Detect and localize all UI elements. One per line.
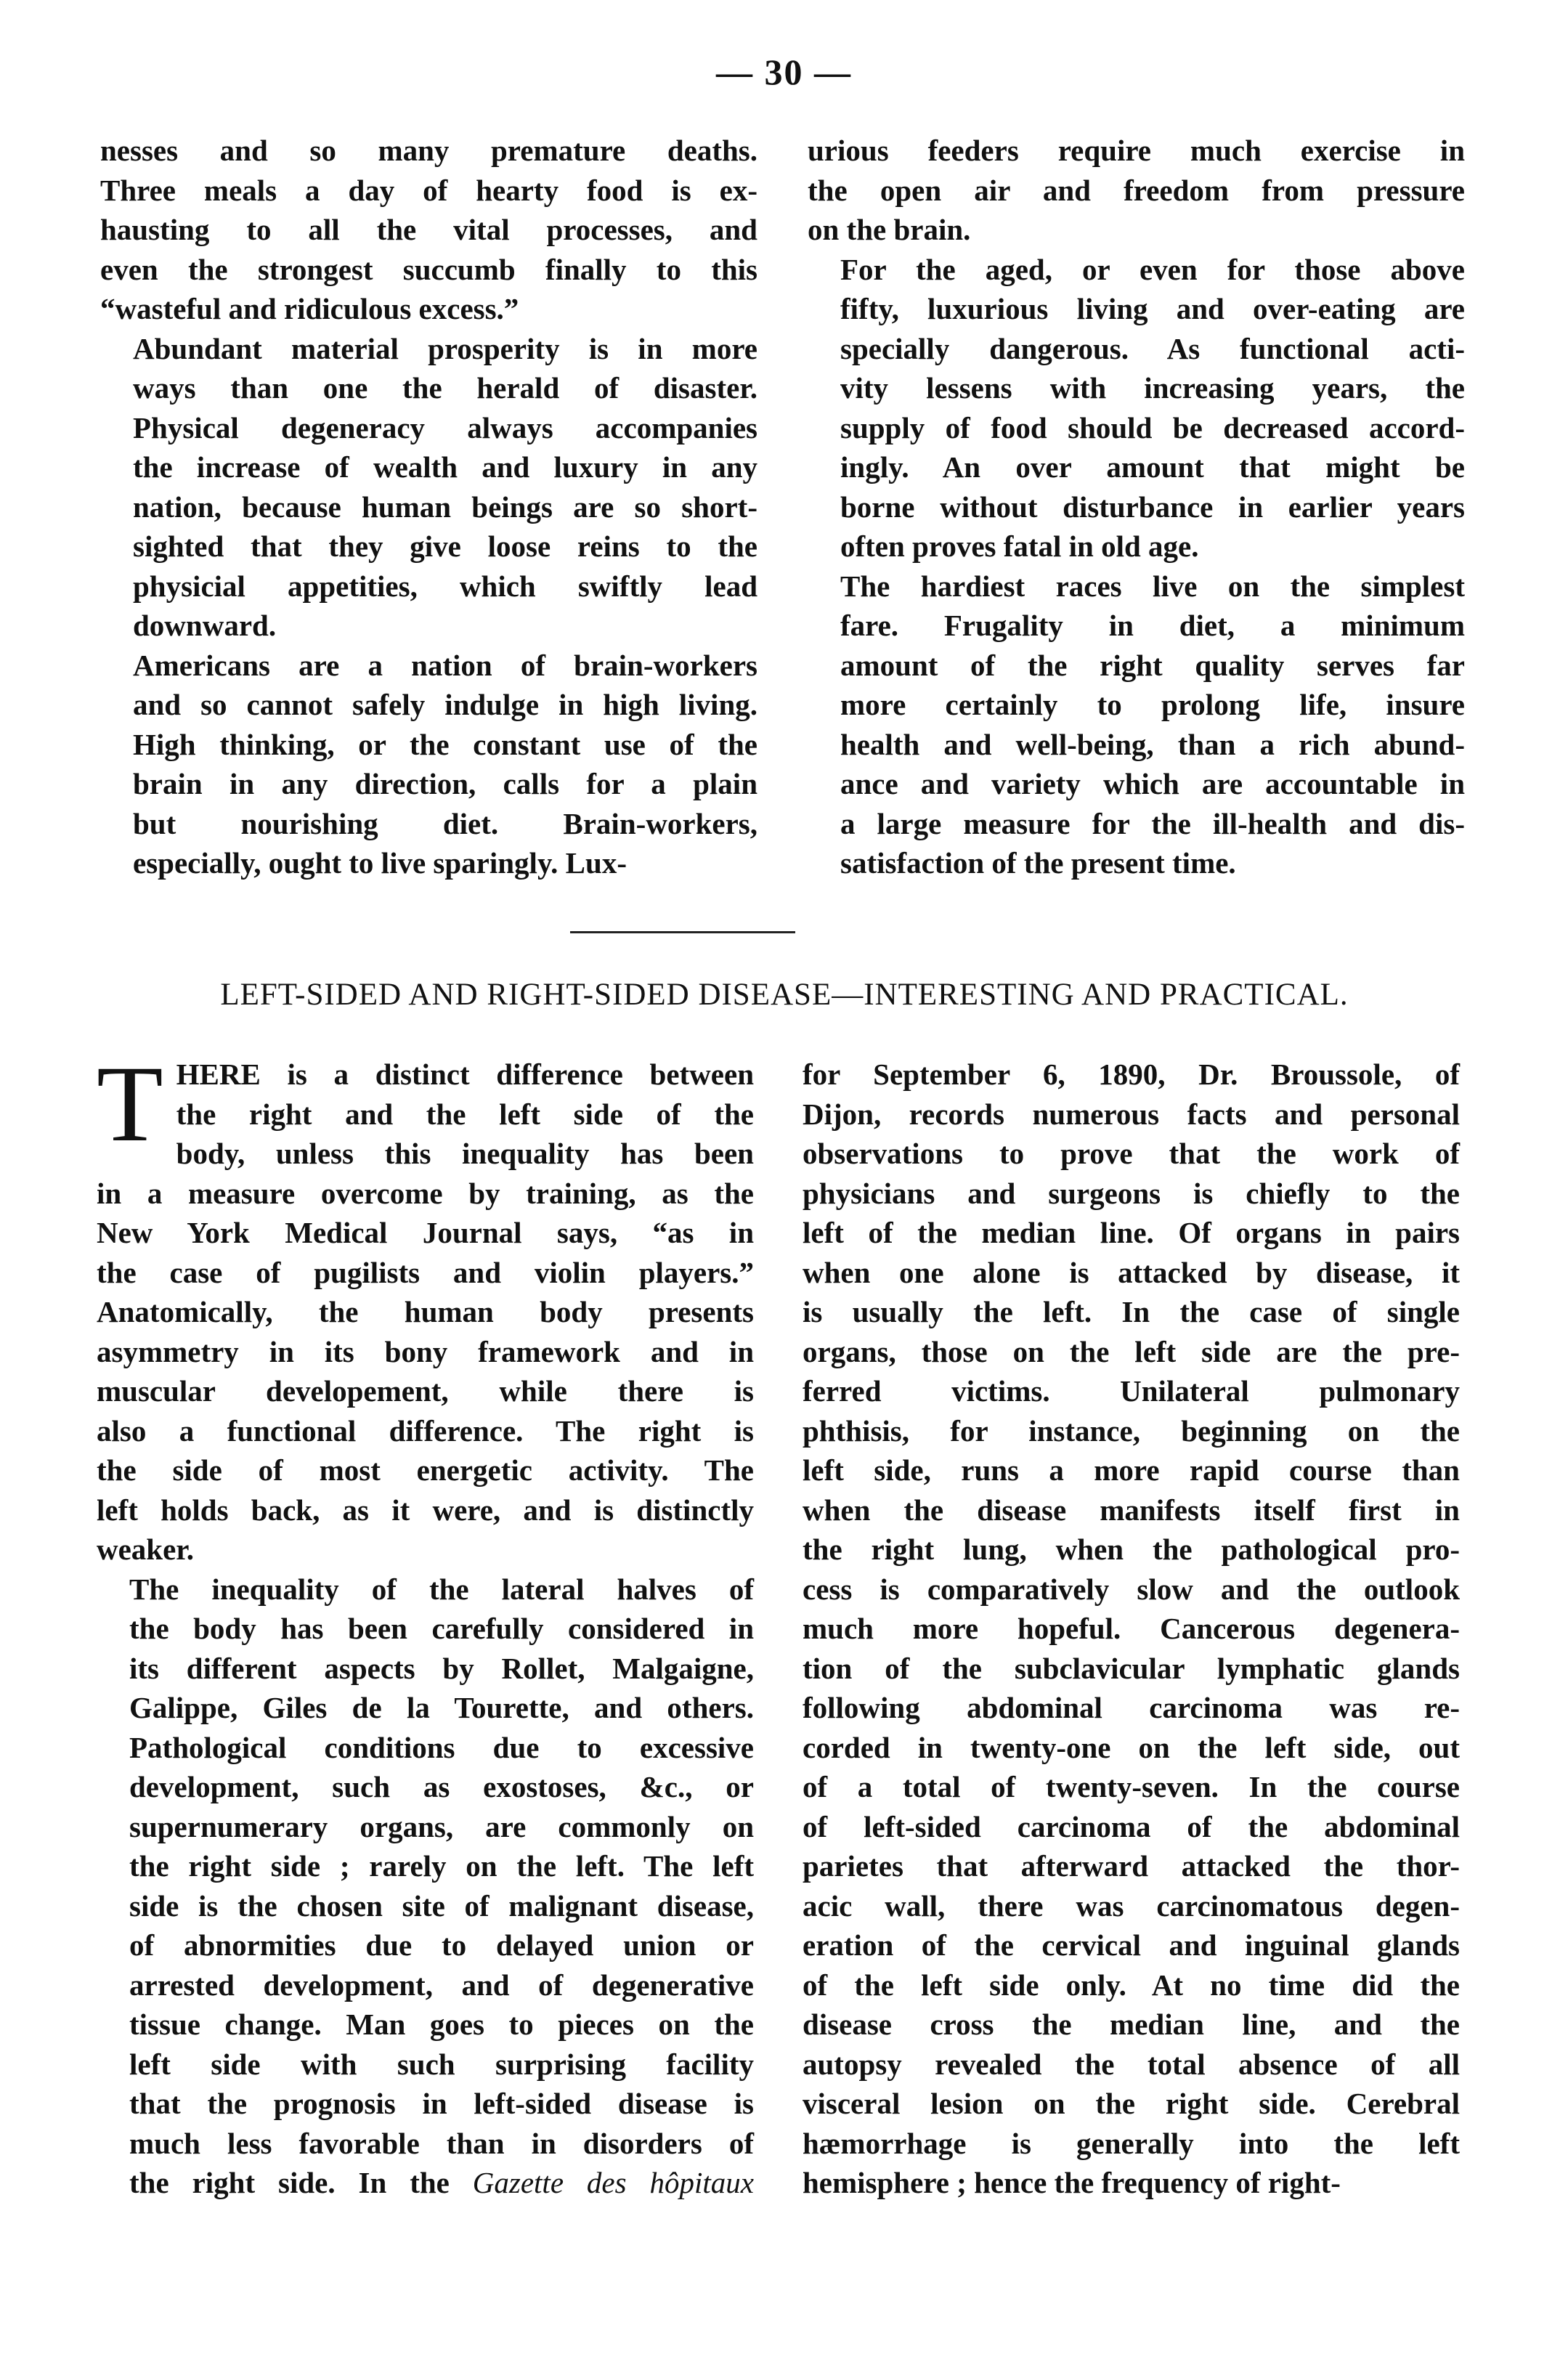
text-line: of abnormities due to delayed union or <box>129 1928 754 1962</box>
text-line: even the strongest succumb finally to this <box>100 252 757 286</box>
text-line: Galippe, Giles de la Tourette, and others. <box>129 1691 754 1724</box>
text-line: the right side ; rarely on the left. The left <box>129 1849 754 1883</box>
text-line: Three meals a day of hearty food is ex- <box>100 173 757 207</box>
text-line: amount of the right quality serves far <box>840 648 1465 682</box>
article-left-column <box>97 1044 754 2203</box>
text-line: the right and the left side of the <box>176 1097 754 1131</box>
text-line: cess is comparatively slow and the outlook <box>803 1572 1460 1606</box>
text-line: weaker. <box>97 1533 194 1566</box>
text-line: its different aspects by Rollet, Malgaigne, <box>129 1651 754 1685</box>
text-line: corded in twenty-one on the left side, out <box>803 1730 1460 1764</box>
paragraph <box>808 131 1465 250</box>
text-line: is usually the left. In the case of single <box>803 1295 1460 1328</box>
section-divider <box>570 931 795 933</box>
text-line: and so cannot safely indulge in high living. <box>133 688 757 721</box>
text-line: ferred victims. Unilateral pulmonary <box>803 1374 1460 1408</box>
text-line: autopsy revealed the total absence of all <box>803 2047 1460 2081</box>
text-line: Physical degeneracy always accompanies <box>133 410 757 445</box>
text-line: “wasteful and ridiculous excess.” <box>100 292 519 325</box>
paragraph <box>808 567 1465 883</box>
text-line: the right lung, when the pathological pro- <box>803 1533 1460 1566</box>
text-line: ingly. An over amount that might be <box>840 450 1465 484</box>
text-line: hæmorrhage is generally into the left <box>803 2126 1460 2160</box>
text-line: but nourishing diet. Brain-workers, <box>133 806 757 840</box>
text-line: left side with such surprising facility <box>129 2047 754 2081</box>
page-number: — 30 — <box>716 52 852 92</box>
text-line: parietes that afterward attacked the thor- <box>803 1849 1460 1883</box>
text-line: left holds back, as it were, and is distinctly <box>97 1493 754 1527</box>
paragraph <box>100 329 757 646</box>
text-line: also a functional difference. The right is <box>97 1413 754 1448</box>
italic-citation: Gazette des hôpitaux <box>472 2166 754 2199</box>
text-line: observations to prove that the work of <box>803 1137 1460 1170</box>
text-line: sighted that they give loose reins to the <box>133 529 757 563</box>
text-line: that the prognosis in left-sided disease is <box>129 2087 754 2120</box>
text-line: in a measure overcome by training, as the <box>97 1176 754 1210</box>
text-line: specially dangerous. As functional acti- <box>840 331 1465 365</box>
text-line: fifty, luxurious living and over-eating are <box>840 292 1465 325</box>
text-line: side is the chosen site of malignant disease, <box>129 1888 754 1923</box>
text-line: phthisis, for instance, beginning on the <box>803 1413 1460 1448</box>
text-line: following abdominal carcinoma was re- <box>803 1691 1460 1724</box>
text-line: supernumerary organs, are commonly on <box>129 1809 754 1843</box>
text-line: organs, those on the left side are the pre- <box>803 1334 1460 1368</box>
text-line: of left-sided carcinoma of the abdominal <box>803 1809 1460 1843</box>
text-line: the increase of wealth and luxury in any <box>133 450 757 484</box>
text-line: The hardiest races live on the simplest <box>840 569 1465 603</box>
text-line: nesses and so many premature deaths. <box>100 134 757 167</box>
text-line: Dijon, records numerous facts and personal <box>803 1097 1460 1131</box>
text-line: eration of the cervical and inguinal glands <box>803 1928 1460 1962</box>
paragraph <box>100 646 757 883</box>
text-line: of a total of twenty-seven. In the course <box>803 1770 1460 1803</box>
prev-article-right-column <box>808 131 1465 883</box>
text-line: when one alone is attacked by disease, it <box>803 1255 1460 1289</box>
text-line: downward. <box>133 609 277 642</box>
text-line: body, unless this inequality has been <box>176 1137 754 1170</box>
text-line: more certainly to prolong life, insure <box>840 688 1465 721</box>
text-line: the body has been carefully considered in <box>129 1612 754 1645</box>
article-headline: LEFT-SIDED AND RIGHT-SIDED DISEASE—INTERESTING AND PRACTICAL. <box>220 978 1349 1012</box>
text-line: development, such as exostoses, &c., or <box>129 1770 754 1803</box>
text-line: fare. Frugality in diet, a minimum <box>840 609 1465 642</box>
text-line: hausting to all the vital processes, and <box>100 213 757 246</box>
text-line: vity lessens with increasing years, the <box>840 371 1465 405</box>
text-line: nation, because human beings are so short- <box>133 490 757 524</box>
paragraph <box>97 1044 754 1570</box>
text-line: arrested development, and of degenerative <box>129 1968 754 2002</box>
prev-article-left-column <box>100 131 757 883</box>
text-line: urious feeders require much exercise in <box>808 134 1465 167</box>
text-line: disease cross the median line, and the <box>803 2008 1460 2041</box>
text-line: physicial appetities, which swiftly lead <box>133 569 757 603</box>
text-line: the side of most energetic activity. The <box>97 1453 754 1487</box>
text-line: left side, runs a more rapid course than <box>803 1453 1460 1487</box>
text-line: on the brain. <box>808 213 971 246</box>
text-line: High thinking, or the constant use of the <box>133 727 757 761</box>
text-line: of the left side only. At no time did the <box>803 1968 1460 2002</box>
text-line: supply of food should be decreased accord- <box>840 410 1465 445</box>
drop-cap: T <box>97 1044 163 1164</box>
text-line: left of the median line. Of organs in pairs <box>803 1216 1460 1249</box>
text-line: a large measure for the ill-health and dis- <box>840 806 1465 840</box>
text-line: Anatomically, the human body presents <box>97 1295 754 1328</box>
text-line: the right side. In the Gazette des hôpitaux <box>129 2166 754 2199</box>
text-line: hemisphere ; hence the frequency of right- <box>803 2166 1341 2199</box>
text-line: ance and variety which are accountable in <box>840 767 1465 800</box>
text-line: Americans are a nation of brain-workers <box>133 648 757 682</box>
paragraph <box>803 1055 1460 2203</box>
text-line: muscular developement, while there is <box>97 1374 754 1408</box>
text-line: especially, ought to live sparingly. Lux- <box>133 846 627 880</box>
text-line: for September 6, 1890, Dr. Broussole, of <box>803 1058 1460 1091</box>
text-line: visceral lesion on the right side. Cerebral <box>803 2087 1460 2120</box>
text-line: The inequality of the lateral halves of <box>129 1572 754 1606</box>
text-line: Abundant material prosperity is in more <box>133 331 757 365</box>
text-line: the case of pugilists and violin players.” <box>97 1255 754 1289</box>
text-line: HERE is a distinct difference between <box>176 1058 754 1091</box>
text-line: borne without disturbance in earlier years <box>840 490 1465 524</box>
text-line: physicians and surgeons is chiefly to the <box>803 1176 1460 1210</box>
text-line: tissue change. Man goes to pieces on the <box>129 2008 754 2041</box>
text-line: satisfaction of the present time. <box>840 846 1236 880</box>
text-line: New York Medical Journal says, “as in <box>97 1216 754 1249</box>
paragraph <box>97 1570 754 2203</box>
paragraph <box>808 250 1465 567</box>
text-line: when the disease manifests itself first in <box>803 1493 1460 1527</box>
text-line: health and well-being, than a rich abund- <box>840 727 1465 761</box>
text-line: asymmetry in its bony framework and in <box>97 1334 754 1368</box>
text-line: For the aged, or even for those above <box>840 252 1465 286</box>
text-line: Pathological conditions due to excessive <box>129 1730 754 1764</box>
text-line: much more hopeful. Cancerous degenera- <box>803 1612 1460 1645</box>
text-line: tion of the subclavicular lymphatic glands <box>803 1651 1460 1685</box>
text-line: the open air and freedom from pressure <box>808 173 1465 207</box>
paragraph <box>100 131 757 329</box>
text-line: ways than one the herald of disaster. <box>133 371 757 405</box>
text-line: often proves fatal in old age. <box>840 529 1199 563</box>
text-line: acic wall, there was carcinomatous degen- <box>803 1888 1460 1923</box>
article-right-column <box>803 1055 1460 2203</box>
text-line: brain in any direction, calls for a plain <box>133 767 757 800</box>
text-line: much less favorable than in disorders of <box>129 2126 754 2160</box>
